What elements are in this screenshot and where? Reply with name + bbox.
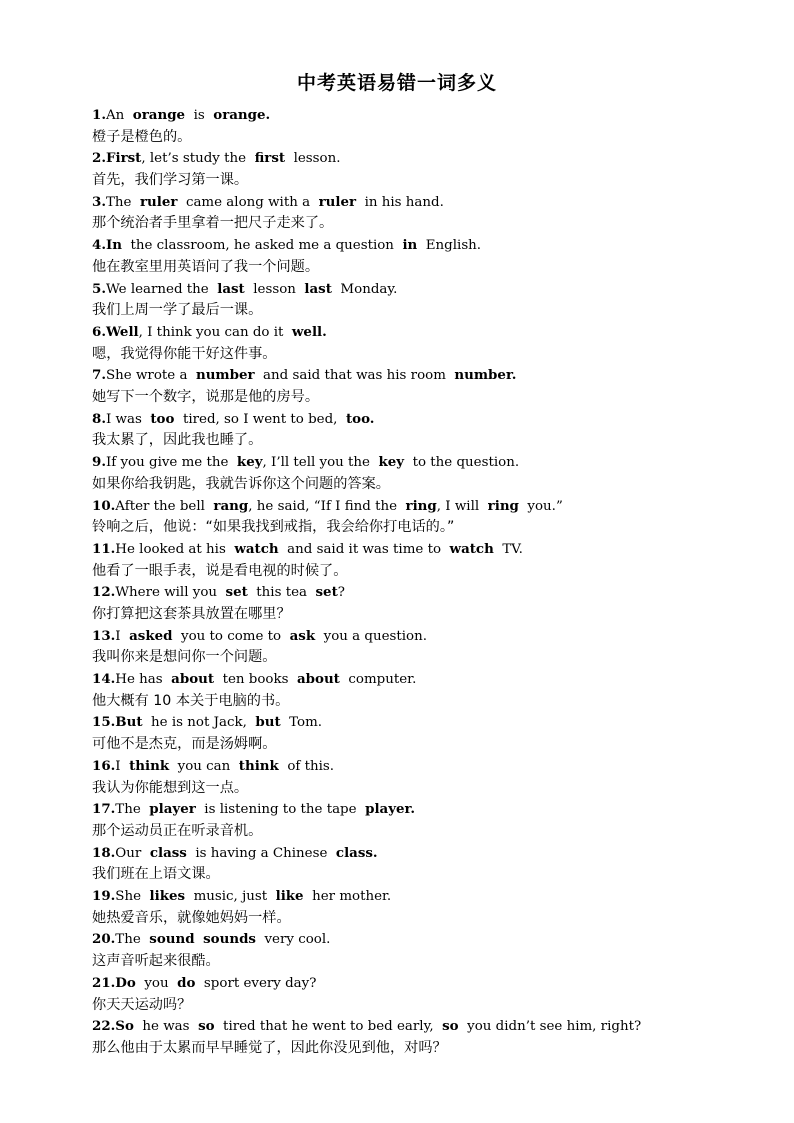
english-sentence (92, 626, 752, 648)
english-sentence (92, 582, 752, 604)
chinese-translation: 那么他由于太累而早早睡觉了，因此你没见到他，对吗？ (92, 1039, 447, 1056)
sentence-text: sport every day? (195, 975, 317, 991)
keyword: about (296, 671, 340, 688)
keyword: in (402, 237, 418, 254)
sentence-text: She wrote a (105, 368, 196, 384)
keyword: so (198, 1018, 215, 1035)
list-item (92, 409, 752, 452)
item-number: 22. (92, 1018, 116, 1035)
sentence-text: tired that he went to bed early, (214, 1019, 443, 1035)
sentence-text (195, 932, 204, 947)
item-number: 14. (92, 671, 116, 688)
sentence-text: I (115, 758, 130, 774)
keyword: first (254, 150, 286, 167)
chinese-translation: 这声音听起来很酷。 (92, 953, 220, 970)
item-number: 17. (92, 801, 116, 818)
list-item (92, 756, 752, 799)
sentence-text: An (105, 108, 133, 123)
english-sentence (92, 1016, 752, 1038)
sentence-text: I (115, 628, 130, 644)
item-number: 2. (92, 150, 106, 167)
chinese-translation: 那个运动员正在听录音机。 (92, 822, 263, 839)
keyword: number (195, 367, 255, 384)
list-item (92, 365, 752, 408)
keyword: player (149, 801, 196, 818)
sentence-text: to the question. (404, 455, 520, 471)
sentence-text: computer. (339, 672, 417, 688)
keyword: ring (405, 497, 437, 514)
keyword: player. (365, 801, 415, 818)
sentence-text: lesson (244, 281, 305, 297)
sentence-text: and said it was time to (278, 541, 450, 557)
chinese-translation: 铃响之后，他说：“如果我找到戒指，我会给你打电话的。” (92, 519, 455, 536)
sentence-text: he is not Jack, (142, 715, 256, 731)
list-item (92, 929, 752, 972)
keyword: First (105, 150, 142, 167)
list-item (92, 322, 752, 365)
list-item (92, 1016, 752, 1059)
sentence-text: Our (115, 845, 150, 861)
chinese-translation: 我们上周一学了最后一课。 (92, 302, 263, 319)
sentence-text: music, just (185, 889, 276, 905)
english-sentence (92, 712, 752, 734)
keyword: number. (454, 367, 517, 384)
chinese-translation: 嗯，我觉得你能干好这件事。 (92, 345, 277, 362)
sentence-text: Tom. (280, 715, 323, 731)
keyword: So (115, 1018, 134, 1035)
list-item (92, 669, 752, 712)
keyword: ask (289, 627, 316, 644)
item-number: 10. (92, 497, 116, 514)
keyword: Do (115, 974, 136, 991)
keyword: like (275, 888, 304, 905)
chinese-translation: 她热爱音乐，就像她妈妈一样。 (92, 909, 291, 926)
sentence-text: He looked at his (115, 541, 235, 557)
english-sentence (92, 279, 752, 301)
keyword: so (442, 1018, 459, 1035)
english-sentence (92, 322, 752, 344)
keyword: orange (132, 107, 186, 123)
sentence-text: you a question. (315, 628, 427, 644)
item-number: 8. (92, 410, 106, 427)
keyword: But (115, 714, 143, 731)
keyword: asked (129, 627, 173, 644)
item-number: 19. (92, 888, 116, 905)
sentence-text: , I think you can do it (138, 324, 292, 340)
english-sentence (92, 799, 752, 821)
sentence-text: ten books (214, 672, 297, 688)
chinese-translation: 你天天运动吗？ (92, 996, 192, 1013)
item-number: 15. (92, 714, 116, 731)
sentence-text: The (115, 932, 150, 948)
keyword: set (225, 584, 248, 601)
keyword: about (171, 671, 215, 688)
keyword: likes (149, 888, 186, 905)
keyword: In (105, 237, 122, 254)
sentence-text: ? (337, 585, 345, 601)
list-item (92, 105, 752, 148)
sentence-text: very cool. (255, 932, 331, 948)
sentence-text: After the bell (115, 498, 214, 514)
keyword: orange. (213, 107, 271, 123)
keyword: Well (105, 323, 139, 340)
chinese-translation: 如果你给我钥匙，我就告诉你这个问题的答案。 (92, 475, 390, 492)
english-sentence (92, 886, 752, 908)
chinese-translation: 可他不是杰克，而是汤姆啊。 (92, 736, 277, 753)
list-item (92, 886, 752, 929)
sentence-text: Monday. (331, 281, 398, 297)
english-sentence (92, 409, 752, 431)
english-sentence (92, 105, 752, 127)
sentence-text: you to come to (172, 628, 290, 644)
list-item (92, 799, 752, 842)
chinese-translation: 我叫你来是想问你一个问题。 (92, 649, 277, 666)
list-item (92, 626, 752, 669)
keyword: last (304, 280, 332, 297)
item-number: 12. (92, 584, 116, 601)
item-number: 5. (92, 280, 106, 297)
sentence-text: , I’ll tell you the (262, 455, 379, 471)
sentence-text: and said that was his room (254, 368, 455, 384)
sentence-text: The (105, 194, 140, 210)
sentence-text: is having a Chinese (186, 845, 336, 861)
english-sentence (92, 235, 752, 257)
keyword: class. (335, 844, 378, 861)
list-item (92, 148, 752, 191)
list-item (92, 712, 752, 755)
keyword: rang (213, 497, 249, 514)
keyword: sounds (203, 931, 256, 948)
chinese-translation: 他在教室里用英语问了我一个问题。 (92, 258, 320, 275)
sentence-text: you didn’t see him, right? (458, 1019, 642, 1035)
chinese-translation: 她写下一个数字，说那是他的房号。 (92, 389, 320, 406)
sentence-text: the classroom, he asked me a question (121, 238, 403, 254)
keyword: last (217, 280, 245, 297)
keyword: watch (449, 540, 494, 557)
item-number: 1. (92, 107, 106, 123)
chinese-translation: 他大概有 10 本关于电脑的书。 (92, 692, 290, 709)
keyword: too (150, 410, 175, 427)
sentence-text: , let’s study the (141, 151, 255, 167)
item-number: 3. (92, 193, 106, 210)
keyword: set (315, 584, 338, 601)
keyword: think (129, 757, 170, 774)
list-item (92, 235, 752, 278)
sentence-text: , he said, “If I find the (248, 498, 406, 514)
keyword: ruler (139, 193, 178, 210)
english-sentence (92, 452, 752, 474)
english-sentence (92, 929, 752, 951)
sentence-text: you (135, 975, 178, 991)
english-sentence (92, 843, 752, 865)
keyword: sound (149, 931, 195, 948)
sentence-text: of this. (278, 758, 335, 774)
chinese-translation: 那个统治者手里拿着一把尺子走来了。 (92, 215, 334, 232)
item-list (92, 105, 752, 1060)
item-number: 18. (92, 844, 116, 861)
item-number: 7. (92, 367, 106, 384)
chinese-translation: 首先，我们学习第一课。 (92, 172, 249, 189)
chinese-translation: 橙子是橙色的。 (92, 128, 192, 145)
list-item (92, 539, 752, 582)
sentence-text: this tea (247, 585, 316, 601)
keyword: do (177, 974, 196, 991)
keyword: class (149, 844, 187, 861)
keyword: watch (234, 540, 279, 557)
sentence-text: TV. (493, 541, 523, 557)
item-number: 13. (92, 627, 116, 644)
list-item (92, 279, 752, 322)
item-number: 4. (92, 237, 106, 254)
sentence-text: If you give me the (105, 455, 237, 471)
item-number: 21. (92, 974, 116, 991)
page-title: 中考英语易错一词多义 (296, 72, 497, 94)
sentence-text: is (185, 108, 214, 123)
list-item (92, 582, 752, 625)
sentence-text: you.” (518, 498, 563, 514)
list-item (92, 496, 752, 539)
english-sentence (92, 496, 752, 518)
item-number: 16. (92, 757, 116, 774)
english-sentence (92, 669, 752, 691)
english-sentence (92, 148, 752, 170)
keyword: too. (345, 410, 375, 427)
sentence-text: The (115, 802, 150, 818)
english-sentence (92, 756, 752, 778)
sentence-text: he was (133, 1019, 199, 1035)
english-sentence (92, 539, 752, 561)
chinese-translation: 他看了一眼手表，说是看电视的时候了。 (92, 562, 348, 579)
sentence-text: He has (115, 672, 172, 688)
list-item (92, 973, 752, 1016)
sentence-text: Where will you (115, 585, 226, 601)
list-item (92, 192, 752, 235)
keyword: but (255, 714, 281, 731)
chinese-translation: 我认为你能想到这一点。 (92, 779, 249, 796)
list-item (92, 452, 752, 495)
list-item (92, 843, 752, 886)
keyword: ruler (318, 193, 357, 210)
english-sentence (92, 192, 752, 214)
chinese-translation: 你打算把这套茶具放置在哪里？ (92, 605, 291, 622)
sentence-text: We learned the (105, 281, 218, 297)
item-number: 6. (92, 323, 106, 340)
sentence-text: She (115, 889, 150, 905)
sentence-text: her mother. (303, 889, 392, 905)
chinese-translation: 我太累了，因此我也睡了。 (92, 432, 263, 449)
chinese-translation: 我们班在上语文课。 (92, 866, 220, 883)
sentence-text: English. (417, 238, 482, 254)
sentence-text: is listening to the tape (195, 802, 366, 818)
sentence-text: in his hand. (356, 194, 444, 210)
sentence-text: lesson. (285, 151, 341, 167)
sentence-text: came along with a (177, 194, 319, 210)
keyword: key (378, 454, 405, 471)
sentence-text: I was (105, 411, 151, 427)
sentence-text: you can (169, 758, 239, 774)
keyword: key (236, 454, 263, 471)
keyword: think (238, 757, 279, 774)
sentence-text: , I will (436, 498, 488, 514)
item-number: 20. (92, 931, 116, 948)
keyword: ring (487, 497, 519, 514)
sentence-text: tired, so I went to bed, (174, 411, 346, 427)
item-number: 9. (92, 454, 106, 471)
english-sentence (92, 365, 752, 387)
item-number: 11. (92, 540, 116, 557)
english-sentence (92, 973, 752, 995)
keyword: well. (291, 323, 327, 340)
